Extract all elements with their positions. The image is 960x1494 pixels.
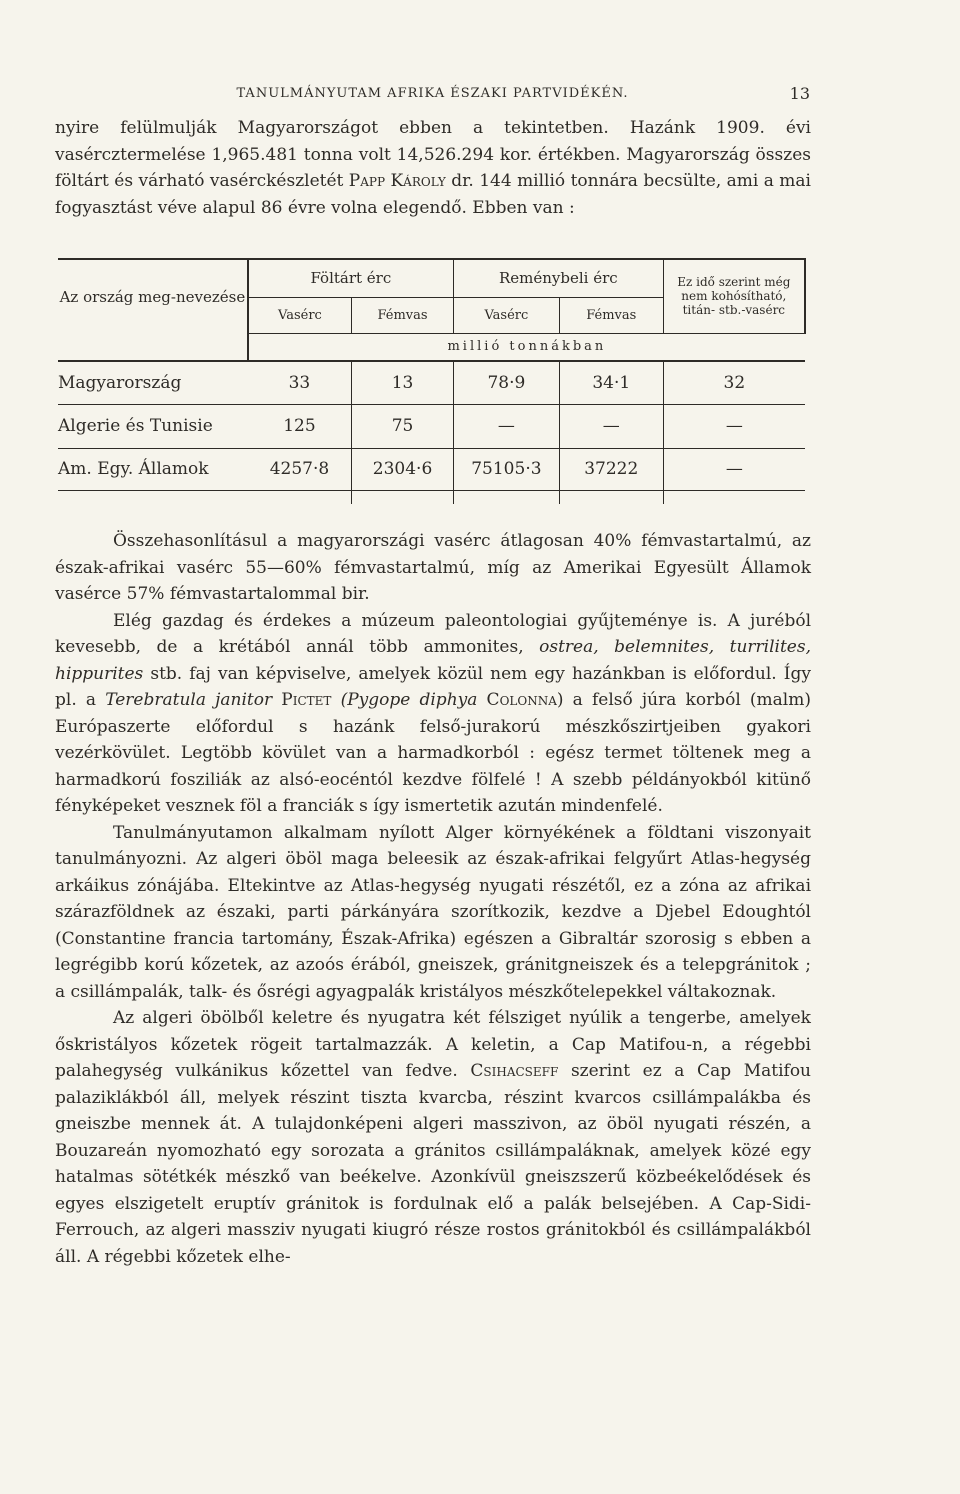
- intro-text-2: dr. 144 millió tonnára becsülte, ami a mai fogyasztást véve alapul 86 évre volna elegendő. Ebben van :: [55, 171, 811, 218]
- paragraph-geology: Tanulmányutamon alkalmam nyílott Alger környékének a földtani viszonyait tanulmányozni. Az algeri öböl maga beleesik az észak-afrikai felgyűrt Atlas-hegység arkáikus zónájába. Eltekintve az Atlas-hegység nyugati részétől, ez a zóna az afrikai szárazföldnek az északi, parti párkányára szorítkozik, kezdve a Djebel Edoughtól (Constantine francia tartomány, Észak-Afrika) egészen a Gibraltár szorosig s ebben a legrégibb korú kőzetek, az azoós érából, gneiszek, gránitgneiszek és a telepgránitok ; a csillámpalák, talk- és ősrégi agyagpalák kristályos mészkőtelepekkel váltakoznak.: [55, 822, 811, 1002]
- group-header-remenybeli: Reménybeli érc: [453, 259, 663, 297]
- unit-row: millió tonnákban: [248, 333, 805, 361]
- row-cell: 37222: [559, 448, 663, 490]
- row-cell: 75: [352, 404, 454, 448]
- row-cell: 32: [663, 361, 805, 404]
- author-name: Papp Károly: [348, 171, 446, 191]
- paragraph-paleontology: Elég gazdag és érdekes a múzeum paleontologiai gyűjteménye is. A juréból kevesebb, de a krétából annál több ammonites, ostrea, belemnites, turrilites, hippurites stb. faj van képviselve, amelyek közül nem egy hazánkban is előfordul. Így pl. a Terebratula janitor Pictet (Pygope diphya Colonna) a felső júra korból (malm) Európaszerte előfordul s hazánk felső-jurakorú mészkőszirtjeiben gyakori vezérkövület. Legtöbb kövület van a harmadkorból : egész termet töltenek meg a harmadkorú fosziliák az alsó-eocéntól kezdve fölfelé ! A szebb példányokból kitünő fényképeket vesznek föl a franciák s így ismertetik azután mindenfelé.: [55, 610, 811, 816]
- col-country-header: Az ország meg-nevezése: [58, 259, 248, 333]
- sub-header-vaserc-2: Vasérc: [453, 297, 559, 333]
- ore-reserves-table: [58, 258, 806, 504]
- intro-paragraph: [55, 115, 811, 221]
- group-header-foltart: Föltárt érc: [248, 259, 454, 297]
- table-tail-row: [58, 490, 805, 504]
- table-row: [58, 448, 805, 490]
- row-country: Am. Egy. Államok: [58, 448, 248, 490]
- sub-header-vaserc-1: Vasérc: [248, 297, 352, 333]
- table-row: [58, 361, 805, 404]
- page-number: 13: [789, 84, 810, 103]
- row-country: Magyarország: [58, 361, 248, 404]
- intro-text-1: nyire felülmulják Magyarországot ebben a tekintetben. Hazánk 1909. évi vasércztermelése 1,965.481 tonna volt 14,526.294 kor. értékben. Magyarország összes föltárt és várható vasérckészletét: [55, 118, 811, 191]
- body-text: [55, 528, 811, 1270]
- row-cell: 78·9: [453, 361, 559, 404]
- paragraph-peninsulas: Az algeri öbölből keletre és nyugatra két félsziget nyúlik a tengerbe, amelyek őskristályos kőzetek rögeit tartalmazzák. A keletin, a Cap Matifou-n, a régebbi palahegység vulkánikus kőzettel van fedve. Csihacseff szerint ez a Cap Matifou palaziklákból áll, melyek részint tiszta kvarcba, részint kvarcos csillámpalákba és gneiszbe mennek át. A tulajdonképeni algeri masszivon, az öböl nyugati részén, a Bouzareán nyomozható egy sorozata a gránitos csillámpaláknak, amelyek közé egy hatalmas sötétkék mészkő van beékelve. Azonkívül gneiszszerű közbeékelődések és egyes elszigetelt eruptív gránitok is fordulnak elő a palák belsejében. A Cap-Sidi-Ferrouch, az algeri massziv nyugati kiugró része rostos gránitokból és csillámpalákból áll. A régebbi kőzetek elhe-: [55, 1008, 811, 1267]
- row-cell: 13: [352, 361, 454, 404]
- unit-row-spacer: [58, 333, 248, 361]
- row-cell: 75105·3: [453, 448, 559, 490]
- row-cell: 33: [248, 361, 352, 404]
- row-cell: 4257·8: [248, 448, 352, 490]
- paragraph-comparison: Összehasonlításul a magyarországi vasérc átlagosan 40% fémvastartalmú, az észak-afrikai vasérc 55—60% fémvastartalmú, míg az Amerikai Egyesült Államok vasérce 57% fémvastartalommal bir.: [55, 531, 811, 604]
- row-country: Algerie és Tunisie: [58, 404, 248, 448]
- running-title: TANULMÁNYUTAM AFRIKA ÉSZAKI PARTVIDÉKÉN.: [236, 86, 629, 101]
- table-row: [58, 404, 805, 448]
- row-cell: —: [663, 448, 805, 490]
- row-cell: —: [453, 404, 559, 448]
- sub-header-femvas-1: Fémvas: [352, 297, 454, 333]
- row-cell: 2304·6: [352, 448, 454, 490]
- row-cell: —: [559, 404, 663, 448]
- sub-header-femvas-2: Fémvas: [559, 297, 663, 333]
- row-cell: —: [663, 404, 805, 448]
- row-cell: 125: [248, 404, 352, 448]
- col-ezido-header: Ez idő szerint még nem kohósítható, titán- stb.-vasérc: [663, 259, 805, 333]
- row-cell: 34·1: [559, 361, 663, 404]
